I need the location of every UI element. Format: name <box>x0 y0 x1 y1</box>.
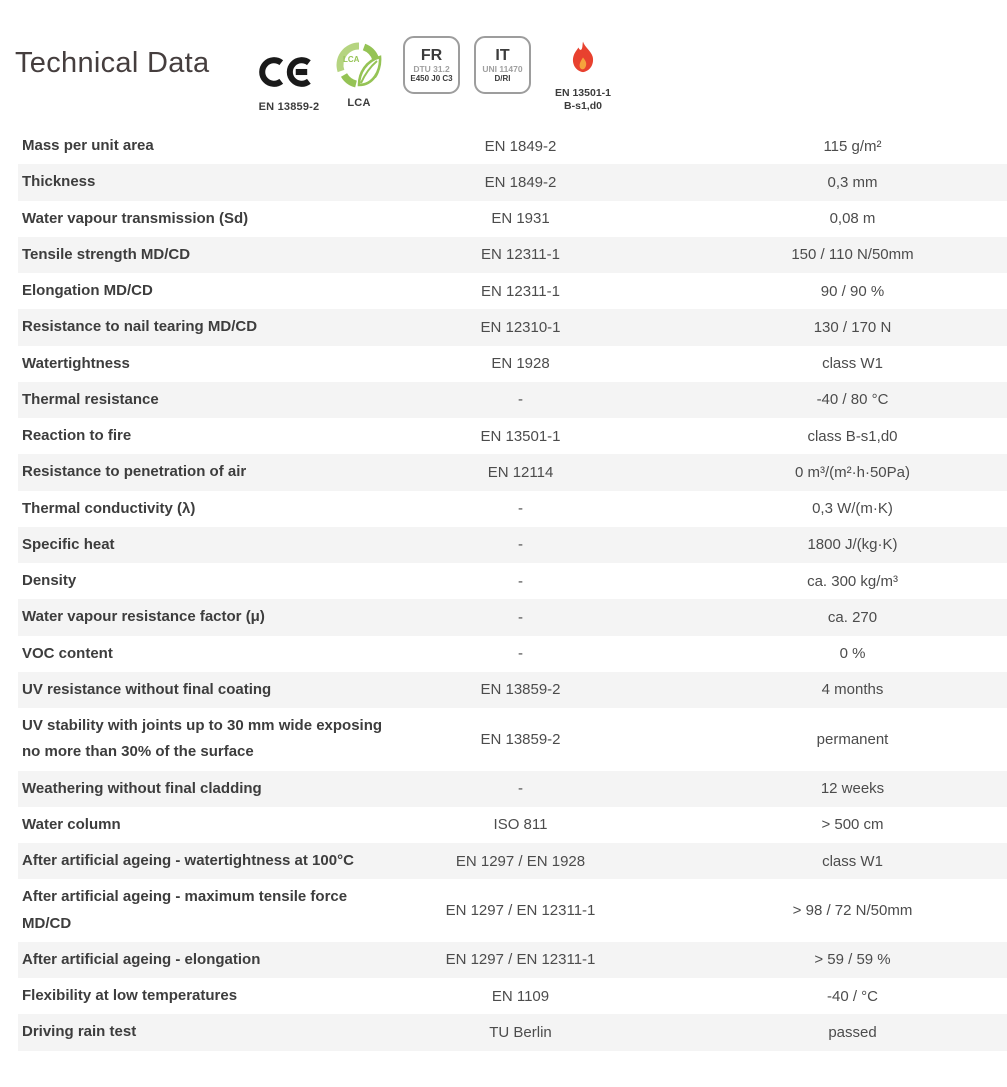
it-standard-line2: D/RI <box>494 73 511 83</box>
table-row <box>18 672 1007 708</box>
standard-label: EN 13859-2 <box>480 681 561 699</box>
table-row <box>18 201 1007 237</box>
standard-label: - <box>518 391 523 409</box>
property-label: Thermal conductivity (λ) <box>22 499 196 517</box>
value-label: -40 / 80 °C <box>816 391 889 409</box>
fire-rating-certification <box>545 40 621 113</box>
property-label: Watertightness <box>22 354 130 372</box>
value-label: 0 m³/(m²·h·50Pa) <box>794 463 910 481</box>
table-row <box>18 491 1007 527</box>
standard-label: - <box>518 608 523 626</box>
table-row <box>18 599 1007 635</box>
property-label: Resistance to nail tearing MD/CD <box>22 318 258 336</box>
fr-certification-badge <box>403 36 460 94</box>
it-certification-badge <box>474 36 531 94</box>
lca-label: LCA <box>347 97 371 109</box>
value-label: > 59 / 59 % <box>814 951 891 969</box>
property-label: Resistance to penetration of air <box>22 463 247 481</box>
property-label: Density <box>22 572 77 589</box>
standard-label: EN 1297 / EN 12311-1 <box>445 902 596 919</box>
table-row <box>18 418 1007 454</box>
lca-certification <box>333 40 385 109</box>
property-label: UV resistance without final coating <box>22 680 272 698</box>
page-title: Technical Data <box>15 47 210 79</box>
property-label: Flexibility at low temperatures <box>22 987 238 1004</box>
standard-label: ISO 811 <box>493 816 548 834</box>
value-label: > 98 / 72 N/50mm <box>792 902 913 919</box>
ce-certification <box>258 50 320 113</box>
value-label: -40 / °C <box>826 987 878 1005</box>
property-label: Tensile strength MD/CD <box>22 245 191 263</box>
property-label: VOC content <box>22 644 113 662</box>
table-row <box>18 273 1007 309</box>
value-label: > 500 cm <box>821 816 884 834</box>
value-label: 0,3 W/(m·K) <box>812 500 893 518</box>
property-label: Thermal resistance <box>22 390 159 408</box>
standard-label: EN 1297 / EN 12311-1 <box>445 951 596 969</box>
ce-mark-icon <box>258 81 320 98</box>
value-label: class W1 <box>822 355 883 373</box>
standard-label: - <box>518 780 523 798</box>
value-label: 130 / 170 N <box>813 318 892 336</box>
table-row <box>18 1014 1007 1050</box>
svg-text:LCA: LCA <box>343 55 360 64</box>
property-label: Water vapour resistance factor (μ) <box>22 608 265 626</box>
standard-label: EN 1849-2 <box>484 137 557 155</box>
standard-label: EN 13859-2 <box>480 730 561 748</box>
property-label: Water vapour transmission (Sd) <box>22 209 249 227</box>
property-label: Weathering without final cladding <box>22 779 262 797</box>
standard-label: EN 1928 <box>491 355 550 373</box>
table-row <box>18 346 1007 382</box>
standard-label: - <box>518 572 523 590</box>
property-label: Reaction to fire <box>22 427 132 444</box>
standard-label: EN 1297 / EN 1928 <box>455 852 586 870</box>
standard-label: EN 1931 <box>491 210 550 228</box>
value-label: permanent <box>816 730 889 748</box>
table-row <box>18 563 1007 599</box>
table-row <box>18 807 1007 843</box>
table-row <box>18 128 1007 164</box>
value-label: 90 / 90 % <box>820 282 885 300</box>
property-label: Specific heat <box>22 535 115 553</box>
fr-country-label: FR <box>420 46 443 64</box>
page-header <box>0 0 1007 113</box>
it-standard-line1: UNI 11470 <box>482 64 523 75</box>
property-label: UV stability with joints up to 30 mm wide exposing no more than 30% of the surface <box>22 717 383 761</box>
standard-label: TU Berlin <box>489 1023 552 1041</box>
table-row <box>18 382 1007 418</box>
value-label: 1800 J/(kg·K) <box>807 536 898 554</box>
standard-label: - <box>518 645 523 663</box>
standard-label: EN 1109 <box>491 987 550 1005</box>
value-label: class W1 <box>822 852 883 870</box>
fr-standard-line2: E450 J0 C3 <box>410 73 453 83</box>
table-row <box>18 843 1007 879</box>
value-label: 115 g/m² <box>823 137 882 155</box>
table-row <box>18 708 1007 771</box>
value-label: ca. 270 <box>827 608 878 626</box>
value-label: 0 % <box>839 645 866 663</box>
table-row <box>18 309 1007 345</box>
property-label: Elongation MD/CD <box>22 282 153 299</box>
value-label: 12 weeks <box>820 780 885 798</box>
standard-label: EN 12311-1 <box>481 246 560 264</box>
value-label: 0,08 m <box>829 210 876 228</box>
table-row <box>18 942 1007 978</box>
lca-leaf-icon <box>334 55 384 94</box>
table-row <box>18 636 1007 672</box>
ce-standard-label: EN 13859-2 <box>258 101 320 113</box>
standard-label: EN 13501-1 <box>480 427 561 445</box>
property-label: Driving rain test <box>22 1023 137 1041</box>
table-row <box>18 237 1007 273</box>
standard-label: - <box>518 500 523 518</box>
flame-icon <box>566 67 600 84</box>
standard-label: EN 1849-2 <box>484 173 557 191</box>
property-label: Thickness <box>22 173 96 191</box>
standard-label: EN 12310-1 <box>480 318 561 336</box>
value-label: passed <box>828 1023 877 1041</box>
table-row <box>18 454 1007 490</box>
fr-standard-line1: DTU 31.2 <box>413 64 450 75</box>
table-row <box>18 527 1007 563</box>
technical-data-table <box>0 128 1007 1051</box>
value-label: 0,3 mm <box>827 173 878 191</box>
standard-label: - <box>518 536 523 554</box>
value-label: 150 / 110 N/50mm <box>791 246 914 264</box>
table-row <box>18 164 1007 200</box>
value-label: ca. 300 kg/m³ <box>807 572 898 590</box>
standard-label: EN 12114 <box>487 463 554 481</box>
fire-standard-line2: B-s1,d0 <box>564 100 602 113</box>
table-row <box>18 879 1007 942</box>
property-label: After artificial ageing - watertightness at 100°C <box>22 852 354 869</box>
property-label: Water column <box>22 815 121 833</box>
property-label: After artificial ageing - elongation <box>22 950 261 968</box>
it-country-label: IT <box>495 46 510 64</box>
property-label: After artificial ageing - maximum tensile force MD/CD <box>22 888 348 932</box>
standard-label: EN 12311-1 <box>481 282 560 300</box>
property-label: Mass per unit area <box>22 137 154 154</box>
value-label: 4 months <box>821 681 884 699</box>
fire-standard-line1: EN 13501-1 <box>554 87 612 99</box>
table-row <box>18 771 1007 807</box>
table-row <box>18 978 1007 1014</box>
value-label: class B-s1,d0 <box>807 427 898 445</box>
